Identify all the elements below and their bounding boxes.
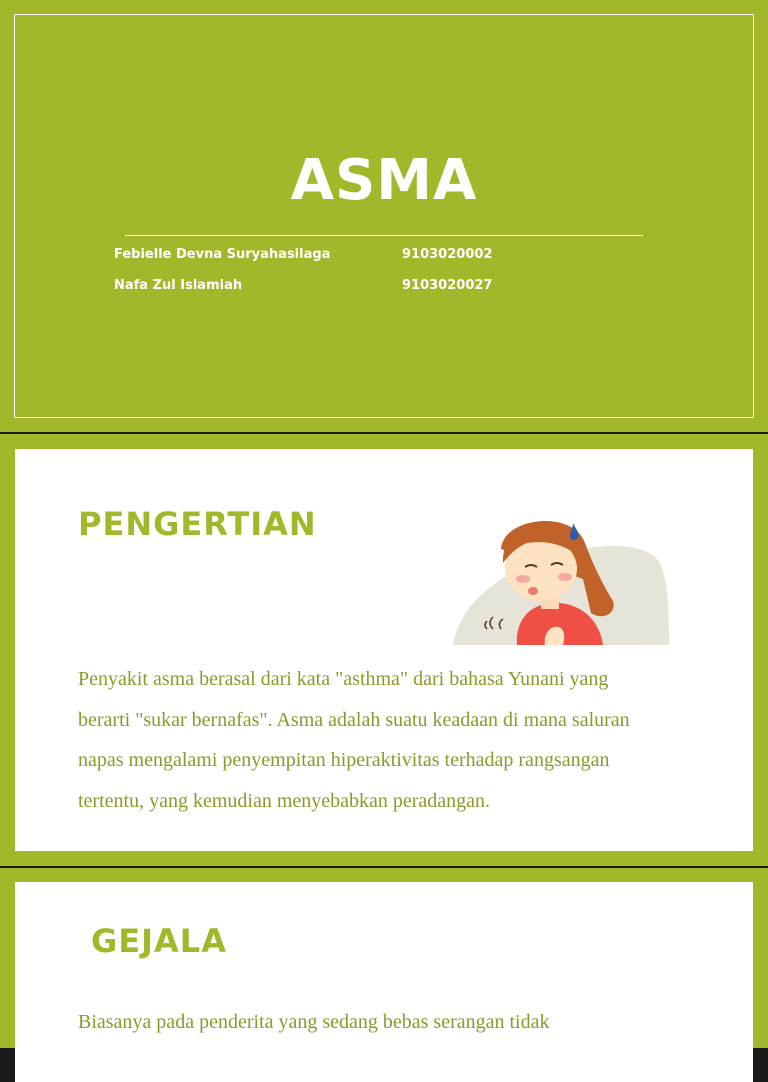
slide-frame bbox=[14, 14, 754, 418]
author-id: 9103020027 bbox=[402, 278, 493, 293]
author-name: Febielle Devna Suryahasilaga bbox=[114, 247, 331, 262]
definition-paragraph bbox=[78, 659, 738, 821]
paragraph-line: tertentu, yang kemudian menyebabkan peradangan. bbox=[78, 789, 491, 812]
definition-slide bbox=[0, 434, 768, 866]
paragraph-line: Penyakit asma berasal dari kata "asthma" dari bahasa Yunani yang bbox=[78, 668, 609, 690]
paragraph-line: berarti "sukar bernafas". Asma adalah suatu keadaan di mana saluran bbox=[78, 708, 630, 731]
presentation-title: ASMA bbox=[290, 148, 478, 213]
content-card bbox=[15, 449, 753, 851]
section-heading: PENGERTIAN bbox=[78, 505, 317, 543]
content-card bbox=[15, 882, 753, 1082]
symptoms-paragraph bbox=[78, 1002, 738, 1043]
author-id: 9103020002 bbox=[402, 247, 493, 262]
author-name: Nafa Zul Islamiah bbox=[114, 278, 243, 293]
title-divider bbox=[125, 235, 643, 236]
title-slide bbox=[0, 0, 768, 432]
paragraph-line: napas mengalami penyempitan hiperaktivitas terhadap rangsangan bbox=[78, 749, 610, 771]
section-heading: GEJALA bbox=[91, 922, 227, 960]
coughing-woman-illustration bbox=[453, 509, 669, 649]
symptoms-slide bbox=[0, 868, 768, 1048]
paragraph-line: Biasanya pada penderita yang sedang bebas serangan tidak bbox=[78, 1011, 550, 1033]
